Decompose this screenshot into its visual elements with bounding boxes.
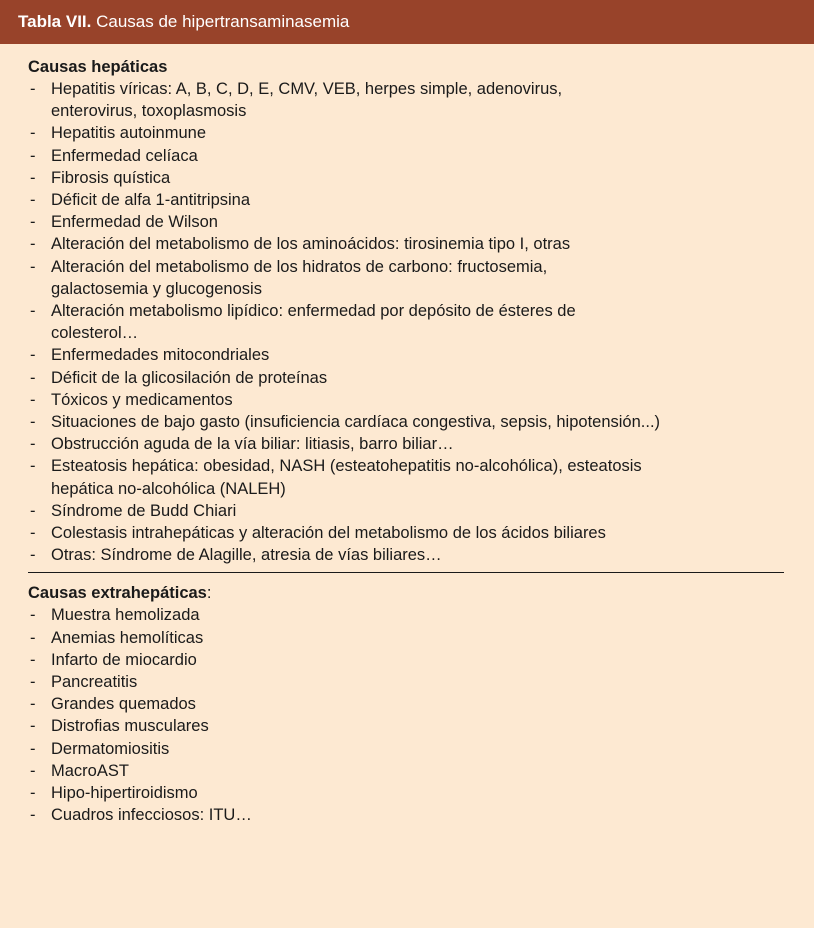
list-item — [28, 367, 784, 389]
list-item-text-line: Hepatitis autoinmune — [51, 124, 207, 143]
list-marker: - — [30, 739, 36, 758]
list-marker: - — [30, 80, 36, 98]
list-item-text-line: Alteración del metabolismo de los hidratos de carbono: fructosemia, — [51, 257, 548, 276]
list-marker: - — [30, 524, 36, 543]
list-marker: - — [30, 546, 36, 565]
list-item — [28, 433, 784, 455]
list-marker: - — [30, 213, 36, 232]
section-title-extrahepatic — [28, 582, 784, 604]
list-marker: - — [30, 628, 36, 647]
section-title-hepatic — [28, 56, 784, 78]
section-title-extrahepatic-text: Causas extrahepáticas — [28, 584, 207, 603]
list-item — [28, 649, 784, 671]
list-marker: - — [30, 146, 36, 165]
list-marker: - — [30, 435, 36, 454]
list-item-text-line: Situaciones de bajo gasto (insuficiencia cardíaca congestiva, sepsis, hipotensión...) — [51, 413, 661, 432]
list-item-text-line: Grandes quemados — [51, 695, 196, 714]
list-item — [28, 604, 784, 626]
list-item — [28, 522, 784, 544]
list-item-text-line: Infarto de miocardio — [51, 650, 197, 669]
list-item-text-line: Alteración metabolismo lipídico: enfermedad por depósito de ésteres de — [51, 302, 576, 321]
list-marker: - — [30, 501, 36, 520]
list-marker: - — [30, 673, 36, 692]
list-item-text-line: Cuadros infecciosos: ITU… — [51, 806, 252, 825]
list-item — [28, 189, 784, 211]
list-item — [28, 167, 784, 189]
list-marker: - — [30, 302, 36, 321]
list-marker: - — [30, 124, 36, 143]
list-item — [28, 344, 784, 366]
list-item — [28, 804, 784, 826]
list-marker: - — [30, 717, 36, 736]
list-item — [28, 544, 784, 566]
list-item-text-line: Hepatitis víricas: A, B, C, D, E, CMV, VEB, herpes simple, adenovirus, — [51, 80, 563, 98]
list-item — [28, 256, 784, 300]
list-marker: - — [30, 457, 36, 476]
list-item-text-line: Dermatomiositis — [51, 739, 170, 758]
table-number: Tabla VII. — [18, 12, 92, 31]
list-item — [28, 715, 784, 737]
list-item-text-line: Alteración del metabolismo de los aminoácidos: tirosinemia tipo I, otras — [51, 235, 571, 254]
list-marker: - — [30, 191, 36, 210]
list-marker: - — [30, 413, 36, 432]
list-item-text-line: Déficit de alfa 1-antitripsina — [51, 191, 251, 210]
list-item — [28, 500, 784, 522]
hepatic-causes-list — [28, 78, 784, 566]
list-marker: - — [30, 695, 36, 714]
list-item — [28, 211, 784, 233]
list-item — [28, 78, 784, 122]
list-item-text-line: Hipo-hipertiroidismo — [51, 784, 198, 803]
list-item-text-line: Síndrome de Budd Chiari — [51, 501, 237, 520]
list-item — [28, 411, 784, 433]
list-item-text-line: Fibrosis quística — [51, 168, 171, 187]
section-divider — [28, 572, 784, 573]
list-item-text-line: colesterol… — [51, 324, 139, 343]
list-item-text-line: galactosemia y glucogenosis — [51, 279, 262, 298]
list-item-text-line: Obstrucción aguda de la vía biliar: litiasis, barro biliar… — [51, 435, 454, 454]
list-marker: - — [30, 606, 36, 625]
list-marker: - — [30, 390, 36, 409]
extrahepatic-causes-list — [28, 604, 784, 826]
list-item-text-line: Enfermedad de Wilson — [51, 213, 218, 232]
section-title-extrahepatic-suffix: : — [206, 584, 212, 603]
list-item-text-line: Enfermedades mitocondriales — [51, 346, 270, 365]
list-item-text-line: Pancreatitis — [51, 673, 138, 692]
list-item — [28, 145, 784, 167]
list-item-text-line: Distrofias musculares — [51, 717, 209, 736]
table-title: Causas de hipertransaminasemia — [96, 12, 350, 31]
list-item — [28, 122, 784, 144]
list-marker: - — [30, 368, 36, 387]
list-item — [28, 300, 784, 344]
list-item-text-line: Otras: Síndrome de Alagille, atresia de vías biliares… — [51, 546, 442, 565]
table-header — [0, 0, 814, 44]
list-item-text-line: Déficit de la glicosilación de proteínas — [51, 368, 328, 387]
list-marker: - — [30, 650, 36, 669]
list-item — [28, 738, 784, 760]
list-marker: - — [30, 784, 36, 803]
section-title-hepatic-text: Causas hepáticas — [28, 58, 168, 76]
list-item — [28, 233, 784, 255]
list-marker: - — [30, 168, 36, 187]
list-item-text-line: Anemias hemolíticas — [51, 628, 204, 647]
list-item-text-line: MacroAST — [51, 761, 129, 780]
list-item-text-line: Muestra hemolizada — [51, 606, 200, 625]
list-marker: - — [30, 235, 36, 254]
list-item — [28, 389, 784, 411]
list-item-text-line: hepática no-alcohólica (NALEH) — [51, 479, 286, 498]
list-item-text-line: Tóxicos y medicamentos — [51, 390, 233, 409]
list-item-text-line: Colestasis intrahepáticas y alteración del metabolismo de los ácidos biliares — [51, 524, 606, 543]
list-item — [28, 671, 784, 693]
list-marker: - — [30, 346, 36, 365]
list-item — [28, 693, 784, 715]
list-marker: - — [30, 761, 36, 780]
list-marker: - — [30, 806, 36, 825]
list-item — [28, 627, 784, 649]
list-item — [28, 455, 784, 499]
list-item-text-line: enterovirus, toxoplasmosis — [51, 102, 247, 121]
table-content — [0, 44, 814, 827]
list-item — [28, 782, 784, 804]
list-item — [28, 760, 784, 782]
list-item-text-line: Esteatosis hepática: obesidad, NASH (esteatohepatitis no-alcohólica), esteatosis — [51, 457, 642, 476]
list-marker: - — [30, 257, 36, 276]
list-item-text-line: Enfermedad celíaca — [51, 146, 198, 165]
